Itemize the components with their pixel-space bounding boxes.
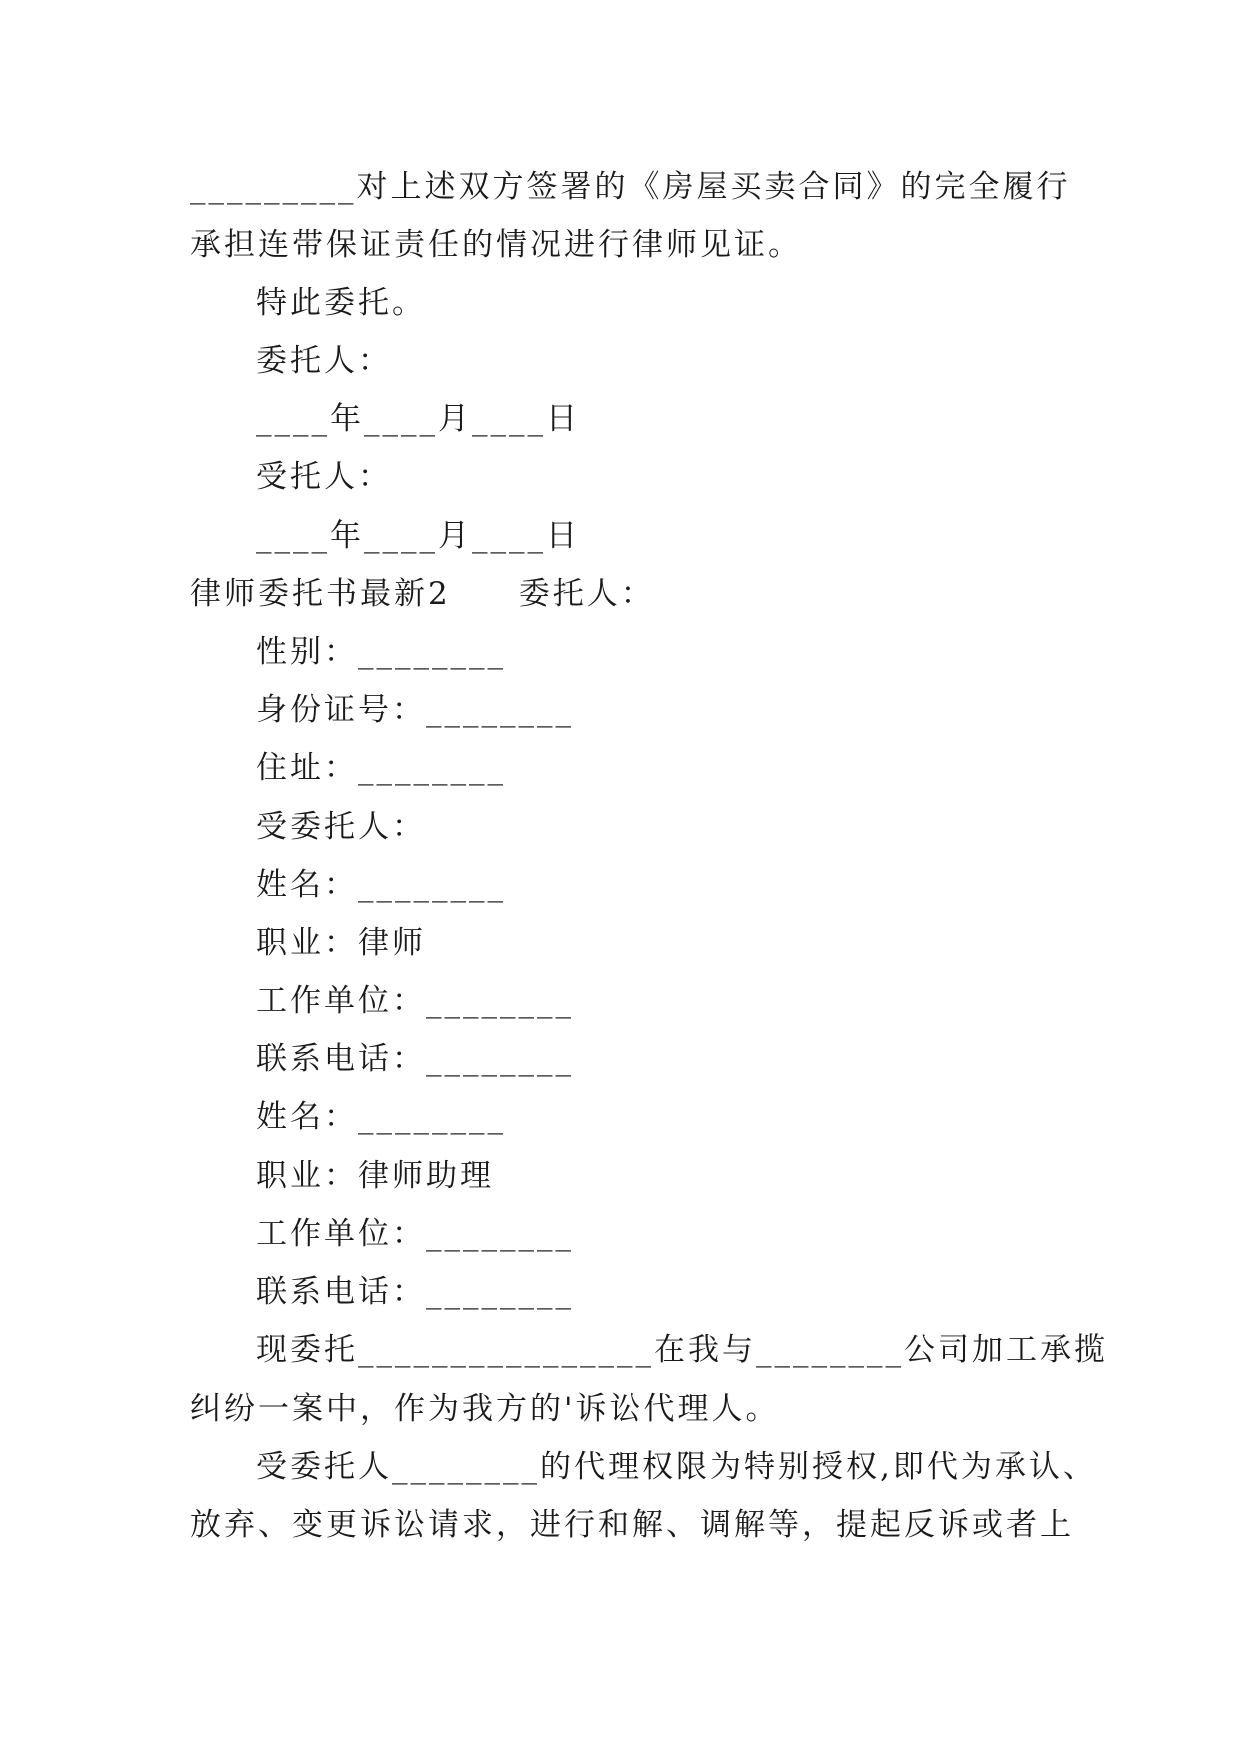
agent-label: 受委托人：	[256, 809, 426, 845]
date-line: ____年____月____日	[256, 401, 580, 437]
paragraph-line: 放弃、变更诉讼请求，进行和解、调解等，提起反诉或者上	[190, 1507, 1074, 1543]
principal-label: 委托人：	[256, 343, 392, 379]
paragraph-line: 现委托________________在我与________公司加工承揽	[256, 1332, 1108, 1368]
paragraph-line: _________对上述双方签署的《房屋买卖合同》的完全履行	[190, 169, 1071, 205]
paragraph-line: 受委托人________的代理权限为特别授权,即代为承认、	[256, 1449, 1097, 1485]
agent-label: 受托人：	[256, 459, 392, 495]
phone-field: 联系电话：________	[256, 1274, 574, 1310]
occupation-field: 职业：律师助理	[256, 1158, 494, 1194]
occupation-field: 职业：律师	[256, 925, 426, 961]
section-title: 律师委托书最新2 委托人：	[190, 576, 655, 612]
address-field: 住址：________	[256, 750, 506, 786]
name-field: 姓名：________	[256, 867, 506, 903]
phone-field: 联系电话：________	[256, 1041, 574, 1077]
id-number-field: 身份证号：________	[256, 692, 574, 728]
employer-field: 工作单位：________	[256, 1216, 574, 1252]
employer-field: 工作单位：________	[256, 983, 574, 1019]
closing-line: 特此委托。	[256, 285, 426, 321]
name-field: 姓名：________	[256, 1099, 506, 1135]
paragraph-line: 纠纷一案中，作为我方的'诉讼代理人。	[190, 1391, 780, 1427]
date-line: ____年____月____日	[256, 518, 580, 554]
gender-field: 性别：________	[256, 634, 506, 670]
paragraph-line: 承担连带保证责任的情况进行律师见证。	[190, 227, 802, 263]
